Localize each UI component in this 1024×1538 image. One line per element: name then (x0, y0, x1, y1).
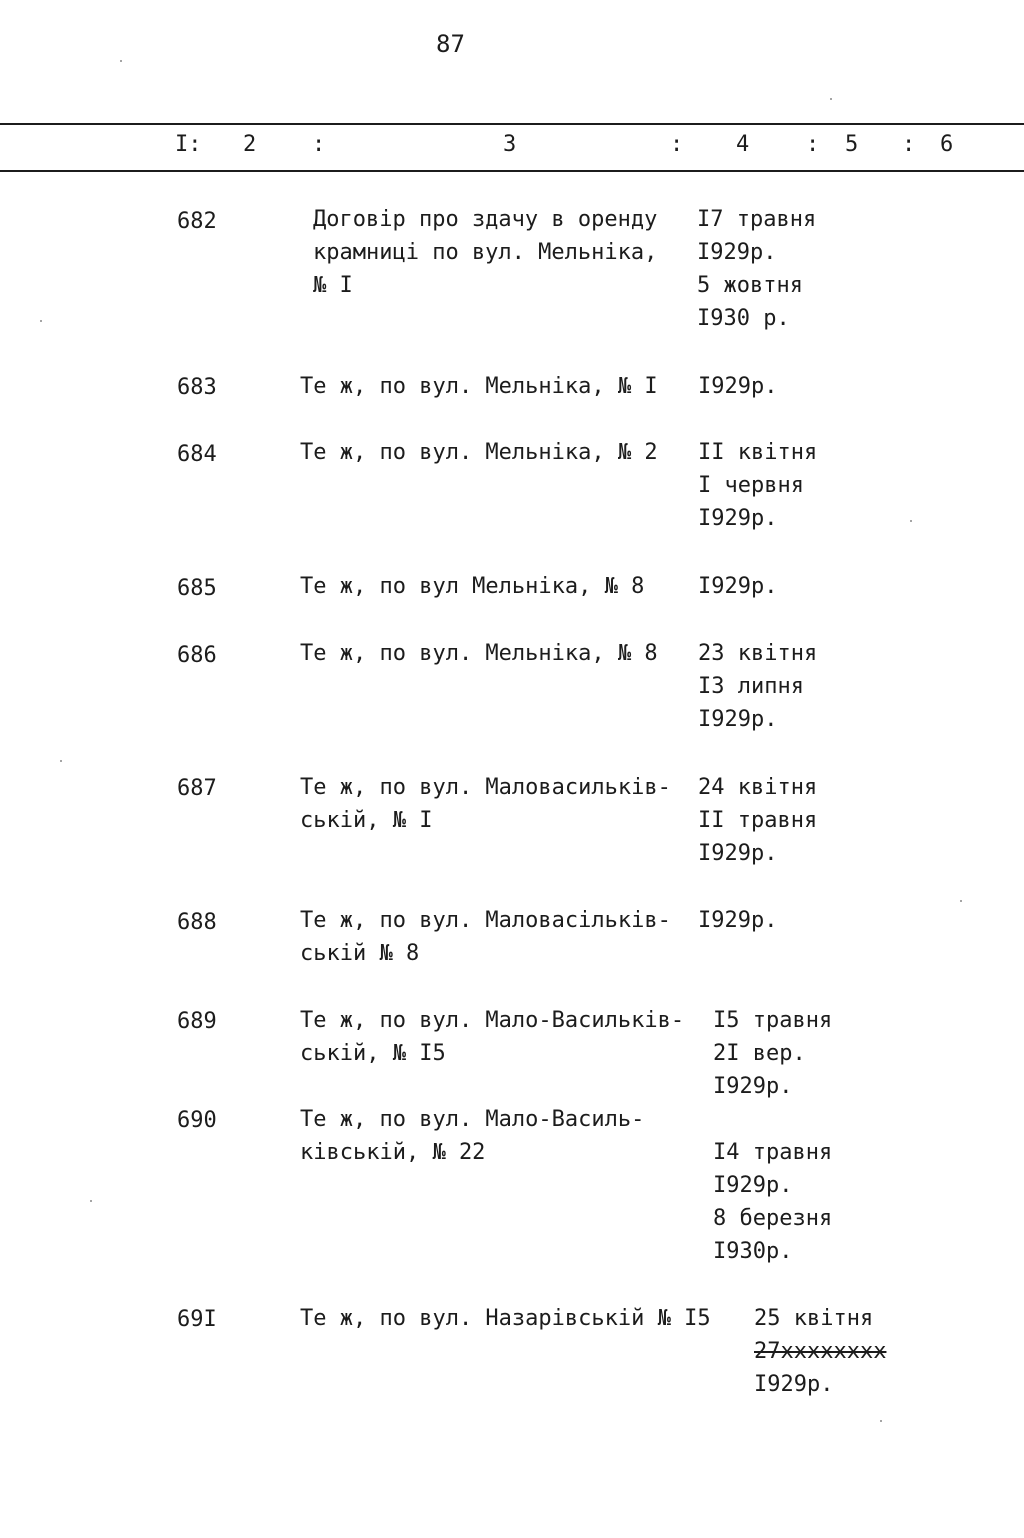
scan-speck (830, 98, 832, 100)
row-description: Те ж, по вул. Мельніка, № 2 (300, 440, 658, 465)
column-header-2: 2 (243, 132, 257, 157)
row-description: Договір про здачу в оренду крамниці по вул. Мельніка, № I (313, 207, 658, 298)
row-number: 685 (177, 576, 217, 601)
column-separator: : (806, 132, 820, 157)
row-dates: I929р. (698, 574, 778, 599)
row-number: 682 (177, 209, 217, 234)
scan-speck (960, 900, 962, 902)
column-header-4: 4 (736, 132, 750, 157)
row-number: 688 (177, 910, 217, 935)
row-number: 689 (177, 1009, 217, 1034)
row-dates: I4 травня I929р. 8 березня I930р. (713, 1140, 833, 1264)
row-number: 683 (177, 375, 217, 400)
row-number: 686 (177, 643, 217, 668)
row-dates: 23 квітня I3 липня I929р. (698, 641, 818, 732)
scan-speck (90, 1200, 92, 1202)
row-description: Те ж, по вул. Мельніка, № 8 (300, 641, 658, 666)
scan-speck (880, 1420, 882, 1422)
row-dates: 24 квітня II травня I929р. (698, 775, 818, 866)
struck-out-text: 27хххххххх (754, 1339, 887, 1364)
scan-speck (60, 760, 62, 762)
row-number: 687 (177, 776, 217, 801)
column-header-3: 3 (503, 132, 517, 157)
row-description: Те ж, по вул. Мало-Василь- ківській, № 22 (300, 1107, 645, 1165)
row-description: Те ж, по вул. Маловасильків- ській, № I (300, 775, 671, 833)
page-number: 87 (436, 30, 465, 58)
row-number: 69I (177, 1307, 217, 1332)
row-description: Те ж, по вул. Мельніка, № I (300, 374, 658, 399)
row-description: Те ж, по вул Мельніка, № 8 (300, 574, 645, 599)
scan-speck (120, 60, 122, 62)
row-dates: I7 травня I929р. 5 жовтня I930 р. (697, 207, 817, 331)
column-header-6: 6 (940, 132, 954, 157)
row-dates: 25 квітня 27хххххххх I929р. (754, 1306, 887, 1397)
row-number: 690 (177, 1108, 217, 1133)
row-description: Те ж, по вул. Назарівській № I5 (300, 1306, 711, 1331)
header-rule-bottom (0, 170, 1024, 172)
row-dates: I5 травня 2I вер. I929р. (713, 1008, 833, 1099)
header-rule-top (0, 123, 1024, 125)
column-header-5: 5 (845, 132, 859, 157)
scan-speck (910, 520, 912, 522)
scan-speck (40, 320, 42, 322)
row-description: Те ж, по вул. Маловасільків- ській № 8 (300, 908, 671, 966)
column-header-1: I: (175, 132, 202, 157)
row-dates: I929р. (698, 908, 778, 933)
column-separator: : (312, 132, 326, 157)
row-number: 684 (177, 442, 217, 467)
row-dates: II квітня I червня I929р. (698, 440, 818, 531)
column-separator: : (670, 132, 684, 157)
column-separator: : (902, 132, 916, 157)
row-dates: I929р. (698, 374, 778, 399)
row-description: Те ж, по вул. Мало-Васильків- ській, № I5 (300, 1008, 685, 1066)
